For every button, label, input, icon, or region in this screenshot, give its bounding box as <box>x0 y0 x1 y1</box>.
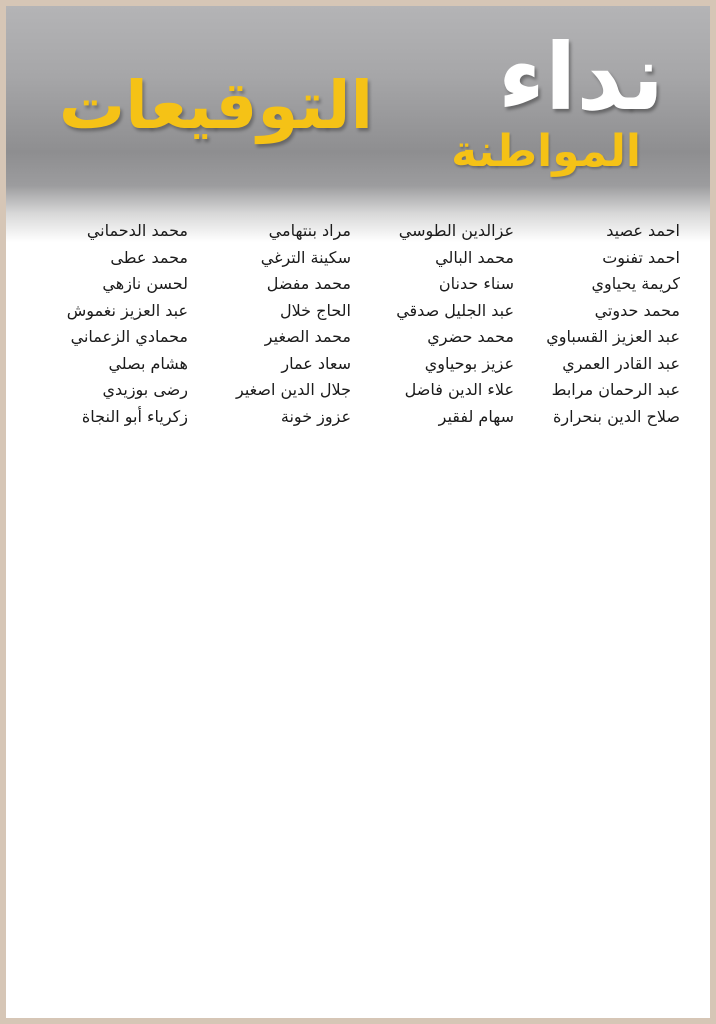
signature-name: لحسن نازهي <box>102 274 188 293</box>
signature-name: عبد الجليل صدقي <box>396 300 514 320</box>
signature-name: هشام بصلي <box>108 353 188 373</box>
title-signatures: التوقيعات <box>58 67 374 144</box>
document-page <box>6 6 710 1018</box>
signature-name: محمد مفضل <box>266 274 351 293</box>
signature-column-1 <box>526 218 680 430</box>
signature-name: الحاج خلال <box>280 300 351 320</box>
signature-name: محمد عطى <box>110 247 188 267</box>
title-almuwatana: المواطنة <box>451 126 641 177</box>
signature-column-2 <box>366 218 514 430</box>
signature-name: عبد القادر العمري <box>562 353 680 373</box>
signature-name: كريمة يحياوي <box>591 274 680 293</box>
title-nidaa: نداء <box>497 24 665 131</box>
signature-name: عبد العزيز القسباوي <box>546 327 680 346</box>
signature-name: سعاد عمار <box>281 353 351 373</box>
header-banner <box>6 6 710 242</box>
signature-name: عبد العزيز نغموش <box>66 300 188 320</box>
signature-name: رضى بوزيدي <box>102 380 188 399</box>
signature-column-3 <box>206 218 351 430</box>
signature-name: مراد بنتهامي <box>268 221 351 240</box>
signature-name: سناء حدنان <box>438 274 514 293</box>
signature-column-4 <box>36 218 188 430</box>
signature-name: محمد حضري <box>427 327 514 346</box>
signature-name: صلاح الدين بنحرارة <box>553 406 680 426</box>
signature-name: محمادي الزعماني <box>70 327 188 346</box>
signature-name: عزيز بوحياوي <box>424 353 514 373</box>
signature-name: سكينة الترغي <box>260 247 351 267</box>
signature-name: سهام لفقير <box>438 406 514 426</box>
signature-name: زكرياء أبو النجاة <box>81 406 188 426</box>
signature-name: عزالدين الطوسي <box>398 221 514 240</box>
signature-name: محمد الصغير <box>264 327 351 346</box>
signatures-list <box>6 218 710 438</box>
signature-name: احمد عصيد <box>606 221 680 240</box>
signature-name: عزوز خونة <box>280 406 351 426</box>
signature-name: عبد الرحمان مرابط <box>551 380 680 399</box>
signature-name: محمد البالي <box>435 247 514 267</box>
signature-name: محمد حدوتي <box>594 300 680 320</box>
signature-name: احمد تفنوت <box>602 247 680 267</box>
signature-name: جلال الدين اصغير <box>236 380 351 399</box>
signature-name: محمد الدحماني <box>86 221 188 240</box>
signature-name: علاء الدين فاضل <box>404 380 514 399</box>
